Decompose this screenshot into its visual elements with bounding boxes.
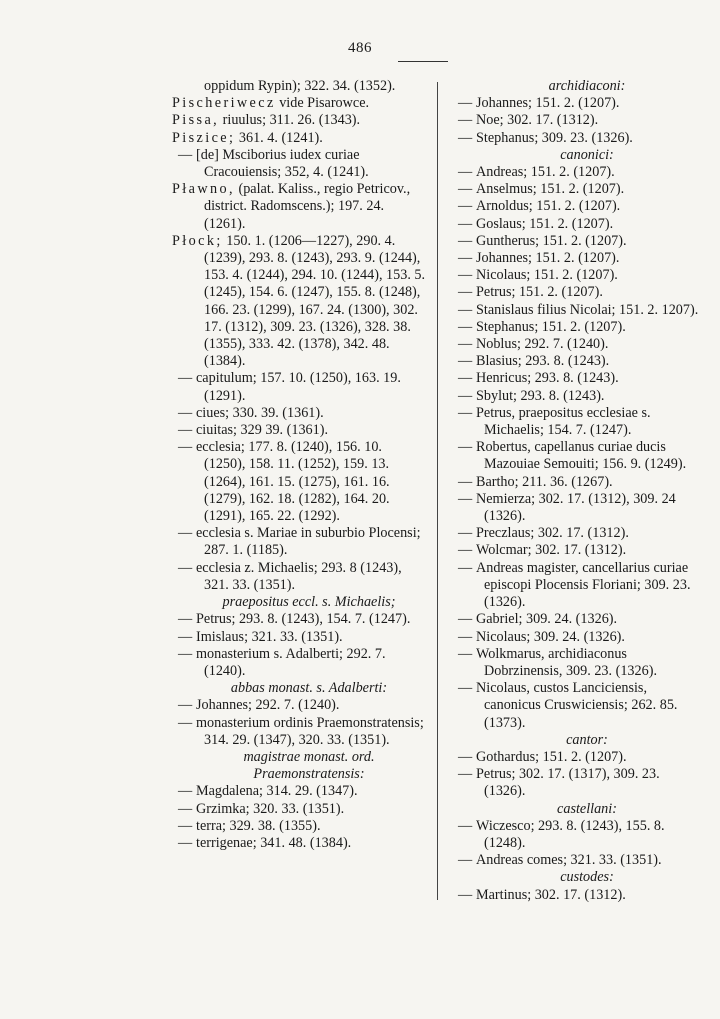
- dash-mark: —: [458, 886, 473, 903]
- section-heading: custodes:: [560, 869, 614, 886]
- dash-mark: —: [178, 714, 193, 731]
- dash-mark: —: [458, 611, 473, 628]
- subentry-text: Petrus, praepositus ecclesiae s. Michaelis; 154. 7. (1247).: [476, 404, 651, 439]
- dash-mark: —: [458, 267, 473, 284]
- section-heading: archidiaconi:: [548, 78, 626, 94]
- subentry-text: ecclesia z. Michaelis; 293. 8 (1243), 321. 33. (1351).: [196, 559, 402, 593]
- left-column: [172, 78, 426, 852]
- index-subentry: [452, 112, 702, 129]
- subentry-text: Henricus; 293. 8. (1243).: [476, 370, 619, 387]
- section-heading: magistrae monast. ord. Praemonstratensis:: [243, 748, 375, 783]
- index-subentry: [172, 835, 426, 852]
- subentry-text: Arnoldus; 151. 2. (1207).: [476, 198, 621, 215]
- subentry-text: ciuitas; 329 39. (1361).: [196, 422, 329, 439]
- dash-mark: —: [178, 422, 193, 439]
- index-subentry: [452, 611, 702, 628]
- dash-mark: —: [458, 370, 473, 387]
- index-subentry: [172, 147, 426, 181]
- subentry-text: Guntherus; 151. 2. (1207).: [476, 232, 627, 249]
- dash-mark: —: [458, 318, 473, 335]
- entry-text: vide Pisarowce.: [275, 95, 370, 112]
- dash-mark: —: [178, 697, 193, 714]
- dash-mark: —: [458, 490, 473, 507]
- section-heading: cantor:: [566, 731, 608, 748]
- dash-mark: —: [178, 439, 193, 456]
- subentry-text: Bartho; 211. 36. (1267).: [476, 473, 613, 490]
- subentry-text: terrigenae; 341. 48. (1384).: [196, 834, 352, 851]
- subentry-text: Gothardus; 151. 2. (1207).: [476, 748, 627, 765]
- subentry-text: Andreas comes; 321. 33. (1351).: [476, 852, 662, 869]
- subentry-text: Wolcmar; 302. 17. (1312).: [476, 542, 627, 559]
- index-subentry: [172, 370, 426, 404]
- column-divider: [437, 82, 438, 900]
- subentry-text: Anselmus; 151. 2. (1207).: [476, 181, 625, 198]
- right-column: [452, 78, 702, 904]
- dash-mark: —: [178, 628, 193, 645]
- dash-mark: —: [458, 852, 473, 869]
- index-subentry: [172, 439, 426, 525]
- index-subentry: [452, 95, 702, 112]
- dash-mark: —: [178, 783, 193, 800]
- index-subentry: [452, 250, 702, 267]
- index-entry: [172, 233, 426, 371]
- dash-mark: —: [458, 112, 473, 129]
- index-subentry: [452, 164, 702, 181]
- index-subentry: [172, 715, 426, 749]
- index-subentry: [172, 629, 426, 646]
- dash-mark: —: [458, 628, 473, 645]
- dash-mark: —: [458, 250, 473, 267]
- dash-mark: —: [458, 817, 473, 834]
- index-subentry: [452, 439, 702, 473]
- dash-mark: —: [458, 766, 473, 783]
- subentry-text: capitulum; 157. 10. (1250), 163. 19. (1291).: [196, 370, 401, 404]
- dash-mark: —: [458, 645, 473, 662]
- dash-mark: —: [458, 95, 473, 112]
- index-subentry: [452, 370, 702, 387]
- index-subentry: [452, 181, 702, 198]
- entry-continuation: oppidum Rypin); 322. 34. (1352).: [204, 78, 396, 94]
- subentry-text: Petrus; 151. 2. (1207).: [476, 284, 603, 301]
- dash-mark: —: [458, 387, 473, 404]
- index-subentry: [452, 680, 702, 732]
- dash-mark: —: [458, 232, 473, 249]
- dash-mark: —: [458, 473, 473, 490]
- dash-mark: —: [458, 164, 473, 181]
- entry-text: riuulus; 311. 26. (1343).: [219, 112, 361, 129]
- page-number-rule: [398, 61, 448, 62]
- index-subentry: [452, 766, 702, 800]
- index-subentry: [452, 284, 702, 301]
- entry-text: 150. 1. (1206—1227), 290. 4. (1239), 293. 8. (1243), 293. 9. (1244), 153. 4. (1244), 294. 10. (1244), 153. 5. (1245), 154. 6. (1247), 155. 8. (1248), 166. 23. (1299), 167. 24. (1300), 302. 17. (1312), 309. 23. (1326), 328. 38. (1355), 333. 42. (1378), 342. 48. (1384).: [204, 232, 426, 370]
- subentry-text: Wiczesco; 293. 8. (1243), 155. 8. (1248).: [476, 817, 665, 851]
- index-subentry: [452, 525, 702, 542]
- index-entry: [172, 95, 426, 112]
- subentry-text: Preczlaus; 302. 17. (1312).: [476, 525, 629, 542]
- index-entry: [172, 130, 426, 147]
- dash-mark: —: [458, 336, 473, 353]
- entry-text: 361. 4. (1241).: [235, 129, 323, 146]
- dash-mark: —: [178, 645, 193, 662]
- index-subentry: [452, 388, 702, 405]
- index-subentry: [172, 646, 426, 680]
- subentry-text: Johannes; 151. 2. (1207).: [476, 95, 620, 112]
- dash-mark: —: [458, 301, 473, 318]
- dash-mark: —: [458, 542, 473, 559]
- subentry-text: ecclesia s. Mariae in suburbio Plocensi; 287. 1. (1185).: [196, 525, 421, 559]
- index-subentry: [452, 198, 702, 215]
- subentry-text: Gabriel; 309. 24. (1326).: [476, 611, 618, 628]
- dash-mark: —: [458, 404, 473, 421]
- index-subentry: [172, 818, 426, 835]
- index-subentry: [452, 353, 702, 370]
- index-subentry: [172, 422, 426, 439]
- entry-headword: Pławno,: [172, 181, 235, 198]
- subentry-text: Andreas; 151. 2. (1207).: [476, 164, 615, 181]
- dash-mark: —: [178, 800, 193, 817]
- dash-mark: —: [178, 370, 193, 387]
- subentry-text: Nicolaus, custos Lanciciensis, canonicus Cruswiciensis; 262. 85. (1373).: [476, 680, 678, 731]
- dash-mark: —: [458, 439, 473, 456]
- section-heading: praepositus eccl. s. Michaelis;: [222, 594, 396, 611]
- subentry-text: monasterium ordinis Praemonstratensis; 314. 29. (1347), 320. 33. (1351).: [196, 714, 424, 748]
- index-subentry: [452, 749, 702, 766]
- index-subentry: [172, 525, 426, 559]
- subentry-text: Noe; 302. 17. (1312).: [476, 112, 599, 129]
- dash-mark: —: [458, 181, 473, 198]
- subentry-text: Nicolaus; 151. 2. (1207).: [476, 267, 618, 284]
- subentry-text: Nicolaus; 309. 24. (1326).: [476, 628, 625, 645]
- subentry-text: terra; 329. 38. (1355).: [196, 817, 321, 834]
- dash-mark: —: [458, 215, 473, 232]
- subentry-text: Petrus; 293. 8. (1243), 154. 7. (1247).: [196, 611, 411, 628]
- subentry-text: Andreas magister, cancellarius curiae episcopi Plocensis Floriani; 309. 23. (1326).: [476, 559, 691, 611]
- index-subentry: [172, 560, 426, 594]
- dash-mark: —: [178, 611, 193, 628]
- section-heading: abbas monast. s. Adalberti:: [230, 680, 388, 697]
- subentry-text: Sbylut; 293. 8. (1243).: [476, 387, 605, 404]
- subentry-text: ecclesia; 177. 8. (1240), 156. 10. (1250), 158. 11. (1252), 159. 13. (1264), 161. 15. (1275), 161. 16. (1279), 162. 18. (1282), 164. 20. (1291), 165. 22. (1292).: [196, 439, 390, 525]
- dash-mark: —: [458, 559, 473, 576]
- subentry-text: Grzimka; 320. 33. (1351).: [196, 800, 345, 817]
- index-subentry: [452, 491, 702, 525]
- entry-headword: Pissa,: [172, 112, 220, 129]
- index-subentry: [452, 818, 702, 852]
- subentry-text: Blasius; 293. 8. (1243).: [476, 353, 610, 370]
- section-heading: castellani:: [557, 800, 617, 817]
- index-subentry: [452, 542, 702, 559]
- index-entry: [172, 112, 426, 129]
- section-heading: canonici:: [560, 146, 614, 163]
- subentry-text: Nemierza; 302. 17. (1312), 309. 24 (1326).: [476, 490, 676, 525]
- index-subentry: [172, 697, 426, 714]
- entry-headword: Pischeriwecz: [172, 95, 276, 112]
- index-subentry: [452, 319, 702, 336]
- subentry-text: [de] Msciborius iudex curiae Cracouiensis; 352, 4. (1241).: [196, 146, 369, 181]
- index-subentry: [452, 216, 702, 233]
- index-subentry: [172, 801, 426, 818]
- subentry-text: Robertus, capellanus curiae ducis Mazouiae Semouiti; 156. 9. (1249).: [476, 439, 687, 473]
- subentry-text: Wolkmarus, archidiaconus Dobrzinensis, 309. 23. (1326).: [476, 645, 657, 679]
- index-subentry: [452, 405, 702, 439]
- subentry-text: Noblus; 292. 7. (1240).: [476, 336, 609, 353]
- index-subentry: [452, 852, 702, 869]
- entry-headword: Piszice;: [172, 129, 236, 146]
- index-subentry: [452, 267, 702, 284]
- subentry-text: Goslaus; 151. 2. (1207).: [476, 215, 614, 232]
- index-subentry: [452, 233, 702, 250]
- index-subentry: [452, 302, 702, 319]
- index-subentry: [452, 629, 702, 646]
- dash-mark: —: [178, 525, 193, 542]
- dash-mark: —: [178, 146, 193, 163]
- subentry-text: Magdalena; 314. 29. (1347).: [196, 783, 358, 800]
- dash-mark: —: [178, 834, 193, 851]
- index-subentry: [452, 887, 702, 904]
- index-subentry: [172, 611, 426, 628]
- dash-mark: —: [178, 404, 193, 421]
- subentry-text: Johannes; 292. 7. (1240).: [196, 697, 340, 714]
- index-subentry: [452, 474, 702, 491]
- subentry-text: Stephanus; 309. 23. (1326).: [476, 129, 633, 146]
- entry-text: (palat. Kaliss., regio Petricov., district. Radomscens.); 197. 24. (1261).: [204, 181, 411, 232]
- page-number: 486: [348, 40, 372, 56]
- dash-mark: —: [458, 198, 473, 215]
- dash-mark: —: [458, 680, 473, 697]
- dash-mark: —: [178, 817, 193, 834]
- index-subentry: [452, 336, 702, 353]
- index-entry: [172, 181, 426, 233]
- dash-mark: —: [458, 525, 473, 542]
- dash-mark: —: [458, 284, 473, 301]
- entry-headword: Płock;: [172, 232, 223, 249]
- subentry-text: Johannes; 151. 2. (1207).: [476, 250, 620, 267]
- subentry-text: ciues; 330. 39. (1361).: [196, 404, 324, 421]
- subentry-text: monasterium s. Adalberti; 292. 7. (1240).: [196, 645, 386, 679]
- subentry-text: Petrus; 302. 17. (1317), 309. 23. (1326).: [476, 766, 660, 800]
- dash-mark: —: [458, 353, 473, 370]
- index-subentry: [452, 560, 702, 612]
- index-subentry: [172, 783, 426, 800]
- index-subentry: [452, 646, 702, 680]
- dash-mark: —: [458, 129, 473, 146]
- subentry-text: Stanislaus filius Nicolai; 151. 2. 1207).: [476, 301, 699, 318]
- subentry-text: Martinus; 302. 17. (1312).: [476, 886, 626, 903]
- dash-mark: —: [458, 748, 473, 765]
- dash-mark: —: [178, 559, 193, 576]
- subentry-text: Imislaus; 321. 33. (1351).: [196, 628, 343, 645]
- index-subentry: [172, 405, 426, 422]
- index-subentry: [452, 130, 702, 147]
- subentry-text: Stephanus; 151. 2. (1207).: [476, 318, 626, 335]
